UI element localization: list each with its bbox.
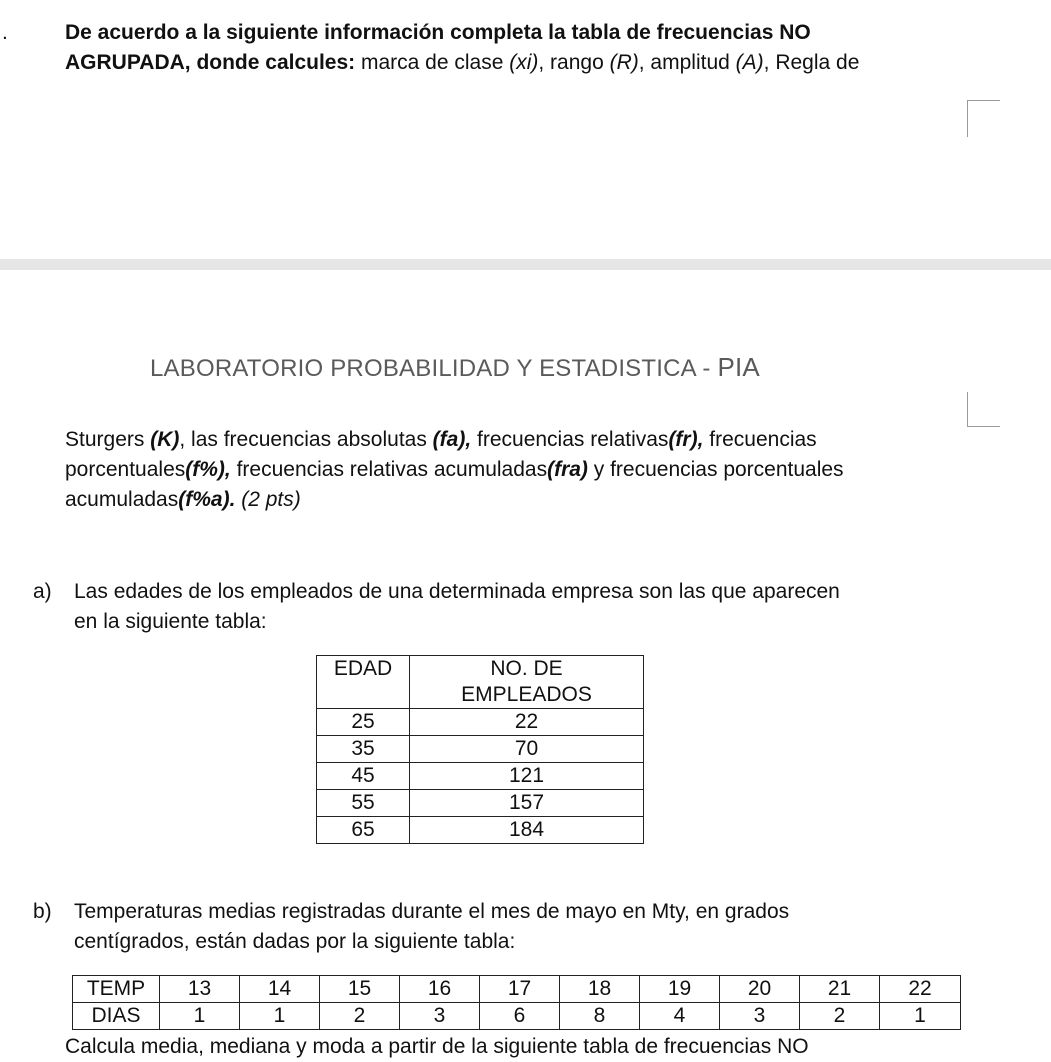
top-line1: De acuerdo a la siguiente información completa la tabla de frecuencias NO [65, 21, 811, 44]
part-b-text: Temperaturas medias registradas durante el mes de mayo en Mty, en grados centígrados, están dadas por la siguiente tabla: [74, 900, 790, 953]
table-row: 45 121 [317, 763, 644, 790]
header-employees: NO. DE EMPLEADOS [410, 656, 644, 709]
table-row: 55 157 [317, 790, 644, 817]
top-paragraph: De acuerdo a la siguiente información completa la tabla de frecuencias NO AGRUPADA, donde calcules: marca de clase (xi), rango (R), amplitud (A), Regla de [65, 21, 860, 74]
table-row: 25 22 [317, 709, 644, 736]
table-row-dias: DIAS 1 1 2 3 6 8 4 3 2 1 [73, 1003, 961, 1030]
page-header: LABORATORIO PROBABILIDAD Y ESTADISTICA - PIA [150, 352, 760, 382]
part-b-label: b) [33, 900, 52, 923]
cutoff-clip [0, 1028, 1051, 1058]
list-bullet: . [2, 21, 8, 44]
margin-corner-mark [967, 392, 1000, 427]
table-row: 65 184 [317, 817, 644, 844]
margin-corner-mark [967, 100, 1000, 137]
part-a-label: a) [33, 580, 52, 603]
part-a-text: Las edades de los empleados de una determinada empresa son las que aparecen en la siguiente tabla: [74, 580, 840, 633]
table-row: 35 70 [317, 736, 644, 763]
page-break [0, 259, 1051, 270]
header-edad: EDAD [317, 656, 410, 709]
temperature-table [72, 975, 961, 1030]
cutoff-text: Calcula media, mediana y moda a partir de la siguiente tabla de frecuencias NO [65, 1035, 809, 1058]
table-header-row [317, 656, 644, 709]
ages-table [316, 655, 644, 844]
continuation-paragraph: Sturgers (K), las frecuencias absolutas (fa), frecuencias relativas(fr), frecuencias porcentuales(f%), frecuencias relativas acumuladas(fra) y frecuencias porcentuales acumuladas(f%a). (2 pts) [65, 428, 844, 511]
table-row-temp: TEMP 13 14 15 16 17 18 19 20 21 22 [73, 976, 961, 1003]
